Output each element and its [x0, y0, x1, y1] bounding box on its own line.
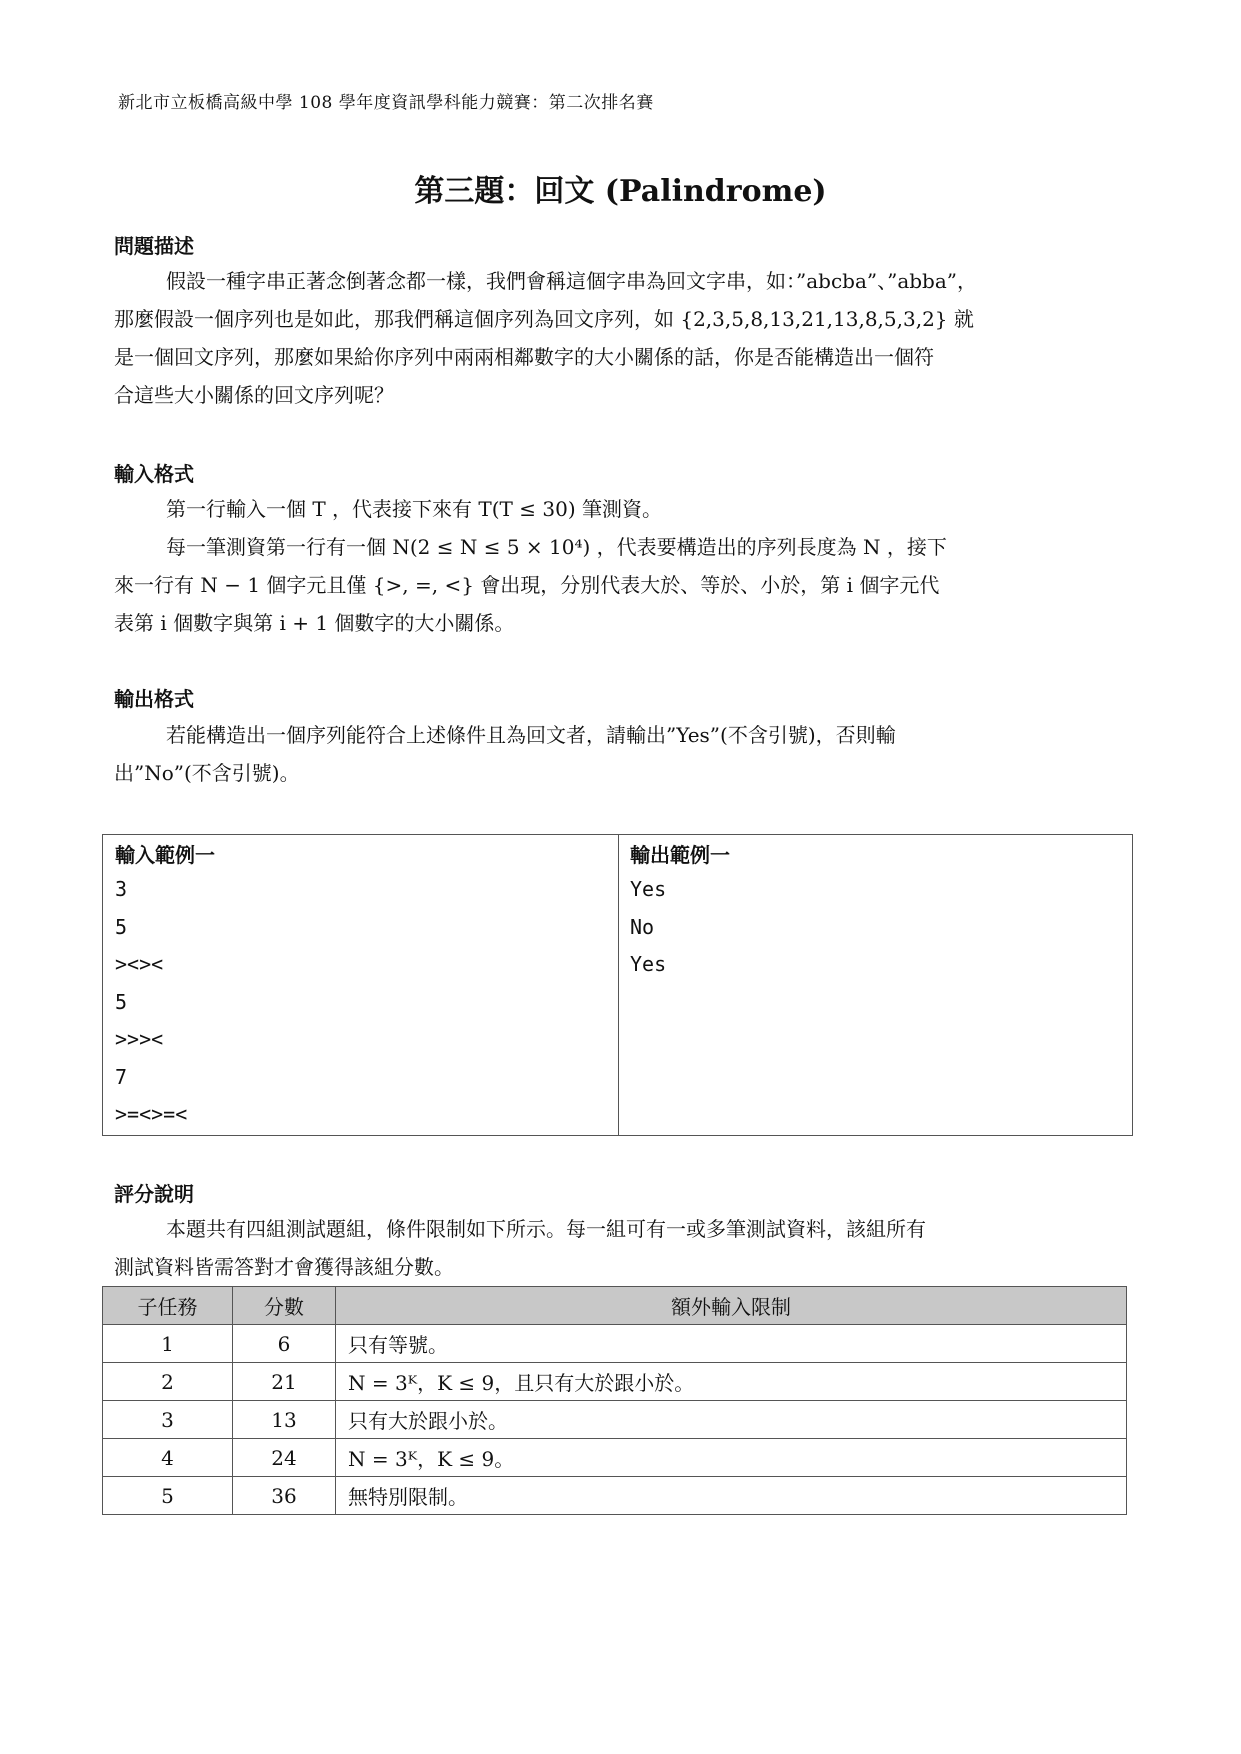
sample-input-line: ><>< [115, 952, 164, 976]
constraint-header: 額外輸入限制 [336, 1287, 1127, 1325]
sample-divider [618, 835, 619, 1135]
description-line: 那麼假設一個序列也是如此，那我們稱這個序列為回文序列，如 {2,3,5,8,13,21,13,8,5,3,2} 就 [114, 307, 974, 331]
input-format-paragraph [114, 490, 1140, 642]
input-format-line: 表第 i 個數字與第 i + 1 個數字的大小關係。 [114, 611, 515, 635]
sample-output-line: No [630, 914, 655, 939]
sample-input-line: 3 [115, 877, 128, 901]
subtask-header: 子任務 [103, 1287, 233, 1325]
subtask-score: 21 [233, 1363, 336, 1401]
problem-title: 第三題：回文 (Palindrome) [414, 174, 827, 209]
subtask-score: 24 [233, 1439, 336, 1477]
scoring-line: 本題共有四組測試題組，條件限制如下所示。每一組可有一或多筆測試資料，該組所有 [166, 1217, 926, 1241]
scoring-line: 測試資料皆需答對才會獲得該組分數。 [114, 1255, 454, 1279]
description-paragraph [114, 262, 1140, 414]
section-heading-description: 問題描述 [114, 234, 194, 258]
subtask-constraint: 無特別限制。 [336, 1477, 1127, 1515]
subtask-id: 4 [103, 1439, 233, 1477]
section-heading-scoring: 評分說明 [114, 1182, 194, 1206]
sample-output-line: Yes [630, 877, 667, 901]
subtask-id: 2 [103, 1363, 233, 1401]
section-heading-output: 輸出格式 [114, 687, 194, 711]
sample-io-table [102, 834, 1133, 1136]
sample-input-line: >=<>=< [115, 1102, 188, 1126]
subtask-score: 36 [233, 1477, 336, 1515]
page-header: 新北市立板橋高級中學 108 學年度資訊學科能力競賽：第二次排名賽 [118, 93, 654, 113]
output-format-line: 若能構造出一個序列能符合上述條件且為回文者，請輸出”Yes”(不含引號)，否則輸 [166, 723, 896, 747]
section-heading-input: 輸入格式 [114, 462, 194, 486]
description-line: 合這些大小關係的回文序列呢？ [114, 383, 394, 407]
input-format-line: 第一行輸入一個 T ，代表接下來有 T(T ≤ 30) 筆測資。 [166, 497, 662, 521]
sample-input-line: >>>< [115, 1027, 164, 1051]
sample-output-line: Yes [630, 952, 667, 976]
table-row [103, 1477, 1127, 1515]
subtask-constraint: N = 3ᴷ，K ≤ 9。 [336, 1439, 1127, 1477]
sample-output-header: 輸出範例一 [630, 843, 730, 867]
score-header: 分數 [233, 1287, 336, 1325]
subtask-score: 13 [233, 1401, 336, 1439]
scoring-paragraph [114, 1210, 1140, 1286]
input-format-line: 每一筆測資第一行有一個 N(2 ≤ N ≤ 5 × 10⁴) ，代表要構造出的序列長度為 N ，接下 [166, 535, 947, 559]
table-row [103, 1439, 1127, 1477]
subtask-constraint: 只有等號。 [336, 1325, 1127, 1363]
table-row [103, 1325, 1127, 1363]
description-line: 是一個回文序列，那麼如果給你序列中兩兩相鄰數字的大小關係的話，你是否能構造出一個符 [114, 345, 934, 369]
output-format-line: 出”No”(不含引號)。 [114, 761, 300, 785]
sample-input-line: 7 [115, 1064, 128, 1089]
sample-input-line: 5 [115, 914, 128, 939]
subtask-constraint: 只有大於跟小於。 [336, 1401, 1127, 1439]
input-format-line: 來一行有 N − 1 個字元且僅 {>, =, <} 會出現，分別代表大於、等於、小於，第 i 個字元代 [114, 573, 940, 597]
table-row [103, 1401, 1127, 1439]
subtask-id: 1 [103, 1325, 233, 1363]
subtask-score: 6 [233, 1325, 336, 1363]
sample-input-header: 輸入範例一 [115, 843, 215, 867]
subtask-table [102, 1286, 1127, 1515]
subtask-table-header-row [103, 1287, 1127, 1325]
subtask-id: 5 [103, 1477, 233, 1515]
table-row [103, 1363, 1127, 1401]
sample-output-column [630, 835, 730, 984]
description-line: 假設一種字串正著念倒著念都一樣，我們會稱這個字串為回文字串，如：”abcba”、”abba”， [166, 269, 978, 293]
subtask-constraint: N = 3ᴷ，K ≤ 9，且只有大於跟小於。 [336, 1363, 1127, 1401]
subtask-id: 3 [103, 1401, 233, 1439]
sample-input-line: 5 [115, 989, 128, 1014]
sample-input-column [115, 835, 215, 1134]
output-format-paragraph [114, 716, 1140, 792]
